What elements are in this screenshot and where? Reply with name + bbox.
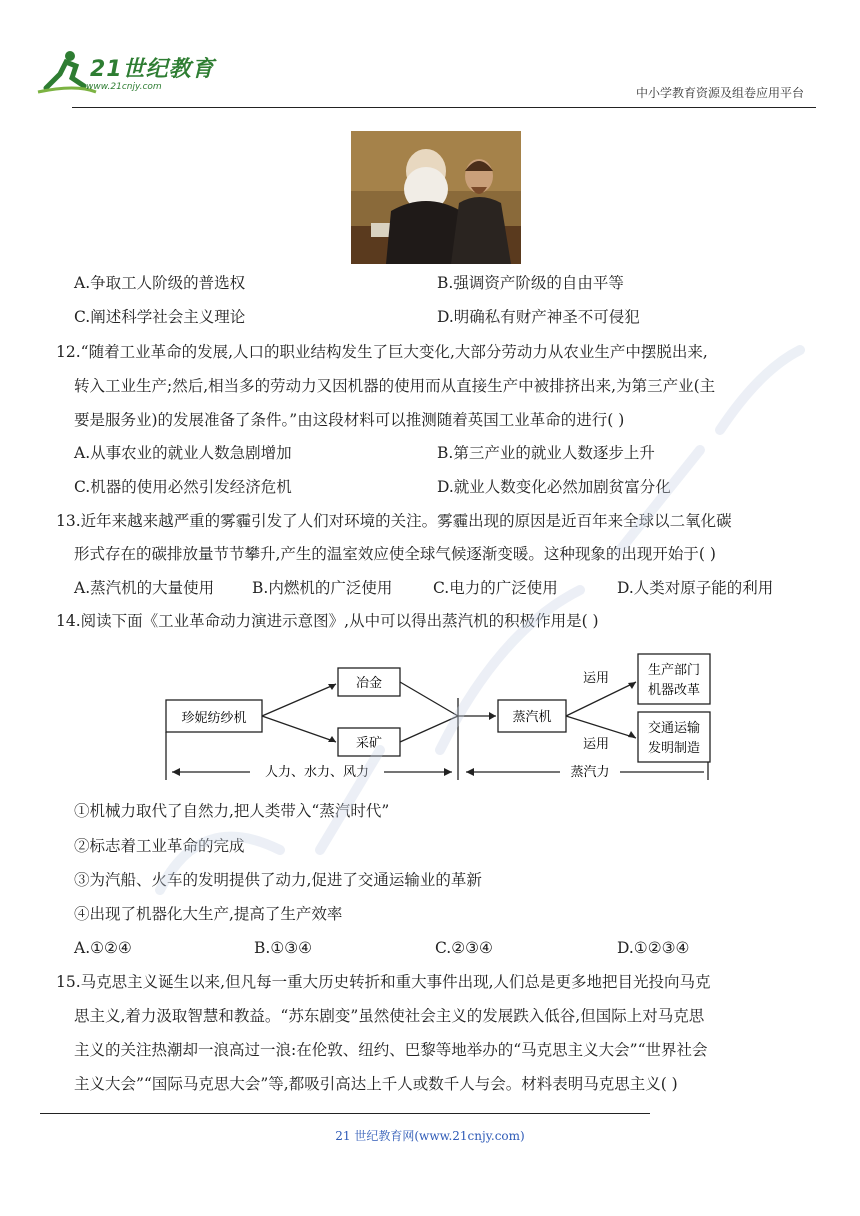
diagram-box-top-line1: 生产部门: [647, 663, 701, 678]
q14-statement-4: ④出现了机器化大生产,提高了生产效率: [74, 905, 343, 923]
q14-statement-3: ③为汽船、火车的发明提供了动力,促进了交通运输业的革新: [74, 871, 482, 889]
q14-option-d: D.①②③④: [617, 939, 690, 957]
q15-text-line3: 主义的关注热潮却一浪高过一浪:在伦敦、纽约、巴黎等地举办的“马克思主义大会”“世界社会: [74, 1041, 708, 1059]
diagram-box-bottom-line1: 交通运输: [647, 721, 701, 736]
q11-option-a: A.争取工人阶级的普选权: [74, 274, 246, 292]
page-header: [0, 0, 860, 112]
q12-text-line1: 12.“随着工业革命的发展,人口的职业结构发生了巨大变化,大部分劳动力从农业生产中摆脱出来,: [56, 343, 708, 361]
footer-divider: [40, 1113, 650, 1114]
q14-text-line1: 14.阅读下面《工业革命动力演进示意图》,从中可以得出蒸汽机的积极作用是( ): [56, 612, 599, 630]
diagram-power-left-label: 人力、水力、风力: [264, 765, 370, 780]
q12-text-line3: 要是服务业)的发展准备了条件。”由这段材料可以推测随着英国工业革命的进行( ): [74, 411, 625, 429]
header-divider: [72, 107, 816, 108]
q11-option-b: B.强调资产阶级的自由平等: [437, 274, 624, 292]
q12-option-d: D.就业人数变化必然加剧贫富分化: [437, 478, 671, 496]
q12-option-a: A.从事农业的就业人数急剧增加: [74, 444, 292, 462]
diagram-use-bottom-label: 运用: [582, 737, 610, 752]
q14-option-c: C.②③④: [435, 939, 493, 957]
diagram-mining-label: 采矿: [355, 736, 383, 751]
q13-text-line1: 13.近年来越来越严重的雾霾引发了人们对环境的关注。雾霾出现的原因是近百年来全球以二氧化碳: [56, 512, 732, 530]
diagram-box-bottom-line2: 发明制造: [647, 741, 701, 756]
q13-option-d: D.人类对原子能的利用: [617, 579, 774, 597]
q14-statement-1: ①机械力取代了自然力,把人类带入“蒸汽时代”: [74, 802, 390, 820]
diagram-jenny-label: 珍妮纺纱机: [181, 711, 247, 726]
diagram-metallurgy-label: 冶金: [355, 676, 383, 691]
diagram-steam-engine-label: 蒸汽机: [512, 710, 552, 725]
q13-option-c: C.电力的广泛使用: [433, 579, 558, 597]
q14-option-b: B.①③④: [254, 939, 313, 957]
q15-text-line2: 思主义,着力汲取智慧和教益。“苏东剧变”虽然使社会主义的发展跌入低谷,但国际上对马克思: [74, 1007, 705, 1025]
platform-name: 中小学教育资源及组卷应用平台: [635, 86, 804, 100]
logo-text: 21世纪教育: [90, 57, 215, 82]
industrial-power-diagram: [160, 648, 720, 788]
q13-text-line2: 形式存在的碳排放量节节攀升,产生的温室效应使全球气候逐渐变暖。这种现象的出现开始于( ): [74, 545, 716, 563]
footer-text: 21 世纪教育网(www.21cnjy.com): [335, 1129, 525, 1143]
logo-url: www.21cnjy.com: [86, 82, 162, 92]
q11-option-c: C.阐述科学社会主义理论: [74, 308, 246, 326]
q14-statement-2: ②标志着工业革命的完成: [74, 837, 245, 855]
diagram-power-right-label: 蒸汽力: [570, 765, 610, 780]
q12-option-c: C.机器的使用必然引发经济危机: [74, 478, 292, 496]
q12-option-b: B.第三产业的就业人数逐步上升: [437, 444, 655, 462]
q14-option-a: A.①②④: [74, 939, 132, 957]
q13-option-b: B.内燃机的广泛使用: [252, 579, 393, 597]
q12-text-line2: 转入工业生产;然后,相当多的劳动力又因机器的使用而从直接生产中被排挤出来,为第三产业(主: [74, 377, 716, 395]
diagram-use-top-label: 运用: [582, 671, 610, 686]
q15-text-line1: 15.马克思主义诞生以来,但凡每一重大历史转折和重大事件出现,人们总是更多地把目光投向马克: [56, 973, 711, 991]
q11-option-d: D.明确私有财产神圣不可侵犯: [437, 308, 640, 326]
diagram-box-top-line2: 机器改革: [647, 683, 701, 698]
q13-option-a: A.蒸汽机的大量使用: [74, 579, 215, 597]
q15-text-line4: 主义大会”“国际马克思大会”等,都吸引高达上千人或数千人与会。材料表明马克思主义( ): [74, 1075, 678, 1093]
painting-image: [351, 131, 521, 264]
